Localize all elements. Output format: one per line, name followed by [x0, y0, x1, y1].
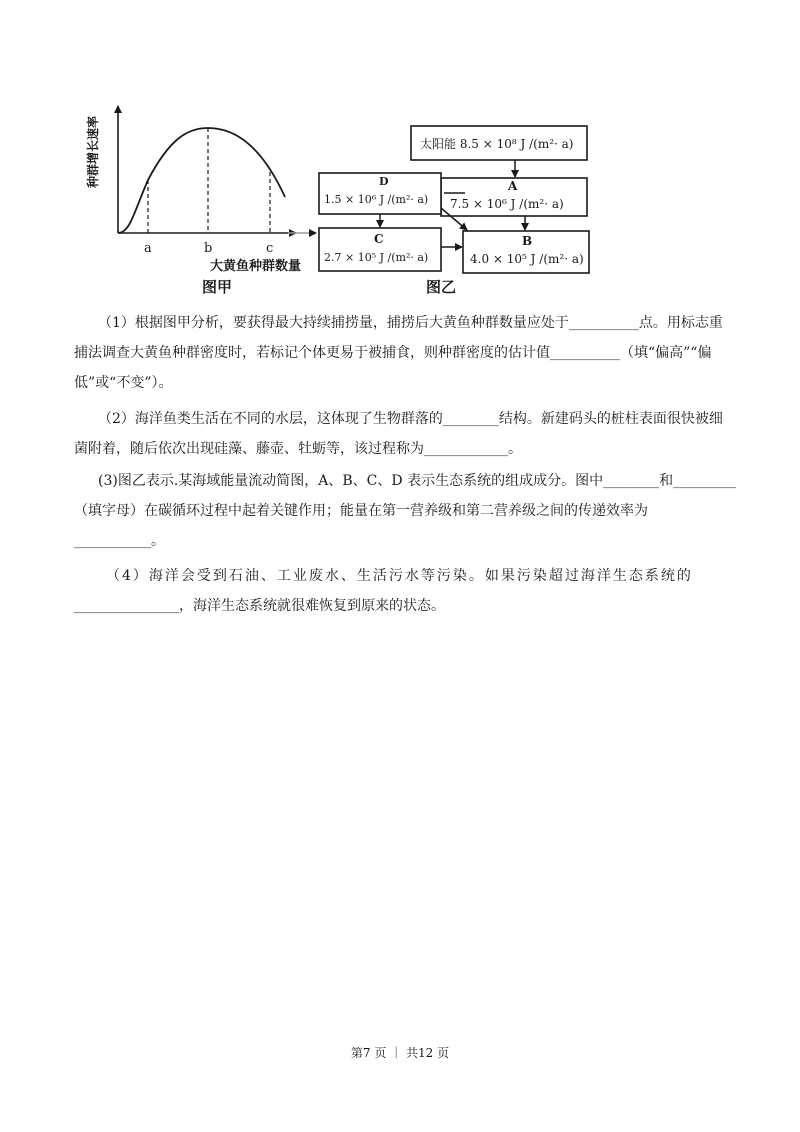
box-B-value: 4.0 × 10⁵ J /(m²· a)	[470, 252, 584, 266]
box-B-letter: B	[522, 234, 533, 248]
question-4	[74, 561, 738, 621]
point-label-a: a	[144, 241, 152, 256]
box-C-value: 2.7 × 10⁵ J /(m²· a)	[324, 251, 429, 264]
q1-line-1: （1）根据图甲分析，要获得最大持续捕捞量，捕捞后大黄鱼种群数量应处于__________点。用标志重	[98, 315, 723, 331]
q3-line-1: (3)图乙表示.某海域能量流动简图，A、B、C、D 表示生态系统的组成成分。图中________和_________	[98, 473, 737, 489]
figure-svg	[70, 92, 600, 304]
sun-energy-label: 太阳能 8.5 × 10⁸ J /(m²· a)	[420, 137, 574, 151]
caption-yi: 图乙	[426, 278, 457, 296]
question-1	[74, 308, 738, 398]
question-3	[74, 466, 738, 556]
jia-x-axis-label: 大黄鱼种群数量	[210, 259, 302, 274]
q1-line-3: 低”或“不变”）。	[74, 375, 173, 391]
box-C-letter: C	[374, 232, 384, 246]
q3-line-2: （填字母）在碳循环过程中起着关键作用；能量在第一营养级和第二营养级之间的传递效率为	[74, 503, 648, 519]
point-label-c: c	[266, 241, 274, 256]
box-A-value: 7.5 × 10⁶ J /(m²· a)	[450, 197, 564, 211]
q2-line-2: 菌附着，随后依次出现硅藻、藤壶、牡蛎等，该过程称为____________。	[74, 441, 522, 457]
jia-y-axis-label: 种群增长速率	[86, 115, 100, 188]
q2-line-1: （2）海洋鱼类生活在不同的水层，这体现了生物群落的________结构。新建码头的桩柱表面很快被细	[98, 411, 723, 427]
growth-curve	[118, 128, 285, 233]
box-D-value: 1.5 × 10⁶ J /(m²· a)	[324, 193, 429, 206]
box-A-letter: A	[508, 179, 518, 193]
figure-area	[70, 92, 600, 304]
point-label-b: b	[204, 241, 213, 256]
box-D-letter: D	[379, 175, 389, 188]
page-footer: 第7 页 ｜ 共12 页	[350, 1046, 450, 1060]
q4-line-2: _______________，海洋生态系统就很难恢复到原来的状态。	[74, 598, 445, 614]
caption-jia: 图甲	[202, 278, 233, 296]
q1-line-2: 捕法调查大黄鱼种群密度时，若标记个体更易于被捕食，则种群密度的估计值__________（填“偏高”“偏	[74, 345, 712, 361]
question-2	[74, 404, 738, 464]
q3-line-3: ___________。	[74, 533, 165, 549]
q4-line-1: （4）海洋会受到石油、工业废水、生活污水等污染。如果污染超过海洋生态系统的	[106, 568, 693, 584]
